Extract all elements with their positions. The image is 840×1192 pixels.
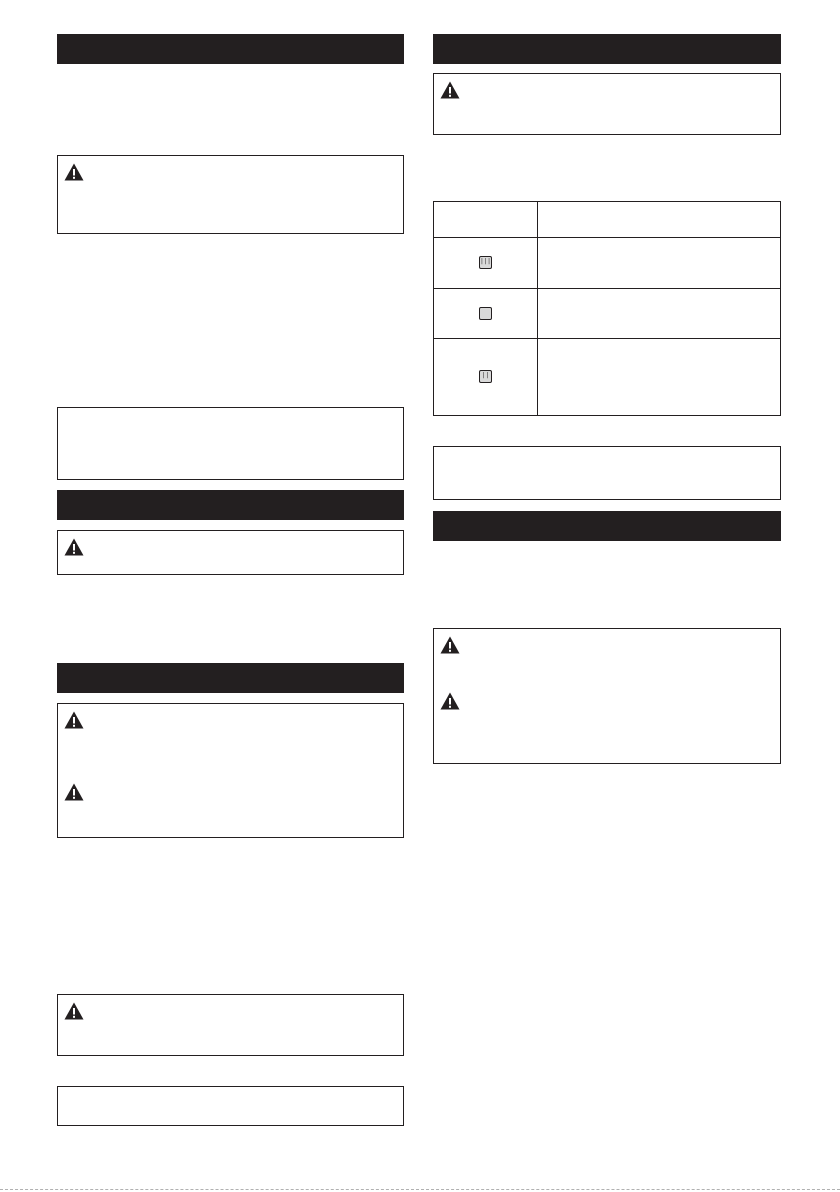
- table-cell: [434, 238, 538, 289]
- warning-box-5: [433, 73, 781, 135]
- table-header-cell: [538, 202, 781, 238]
- table-row: [434, 202, 781, 238]
- warning-box-2: [57, 530, 404, 575]
- warning-box-3: [57, 703, 404, 838]
- mode-indicator-high-icon: |||: [479, 256, 492, 269]
- note-box-3: [433, 446, 781, 500]
- page-bottom-rule: [0, 1189, 840, 1190]
- mode-indicator-medium-icon: ||: [479, 370, 492, 383]
- warning-triangle-icon: [440, 636, 460, 654]
- section-header-bar-4: [433, 34, 781, 64]
- warning-box-6: [433, 628, 781, 764]
- table-cell: [538, 289, 781, 339]
- table-cell: [434, 339, 538, 416]
- table-cell: [434, 289, 538, 339]
- table-row: [434, 238, 781, 289]
- note-box-2: [57, 1086, 404, 1126]
- warning-triangle-icon: [64, 538, 84, 556]
- section-header-bar-2: [57, 490, 404, 520]
- section-header-bar-3: [57, 663, 404, 693]
- note-box-1: [57, 407, 404, 480]
- mode-indicator-low-icon: [479, 307, 492, 320]
- warning-box-4: [57, 994, 404, 1056]
- table-header-cell: [434, 202, 538, 238]
- section-header-bar-1: [57, 34, 404, 64]
- warning-triangle-icon: [440, 692, 460, 710]
- warning-triangle-icon: [64, 163, 84, 181]
- table-cell: [538, 238, 781, 289]
- table-row: [434, 289, 781, 339]
- warning-triangle-icon: [64, 711, 84, 729]
- table-cell: [538, 339, 781, 416]
- warning-triangle-icon: [64, 783, 84, 801]
- table-row: [434, 339, 781, 416]
- warning-triangle-icon: [64, 1002, 84, 1020]
- section-header-bar-5: [433, 511, 781, 541]
- mode-indicator-table: [433, 201, 781, 416]
- warning-triangle-icon: [440, 81, 460, 99]
- warning-box-1: [57, 155, 404, 234]
